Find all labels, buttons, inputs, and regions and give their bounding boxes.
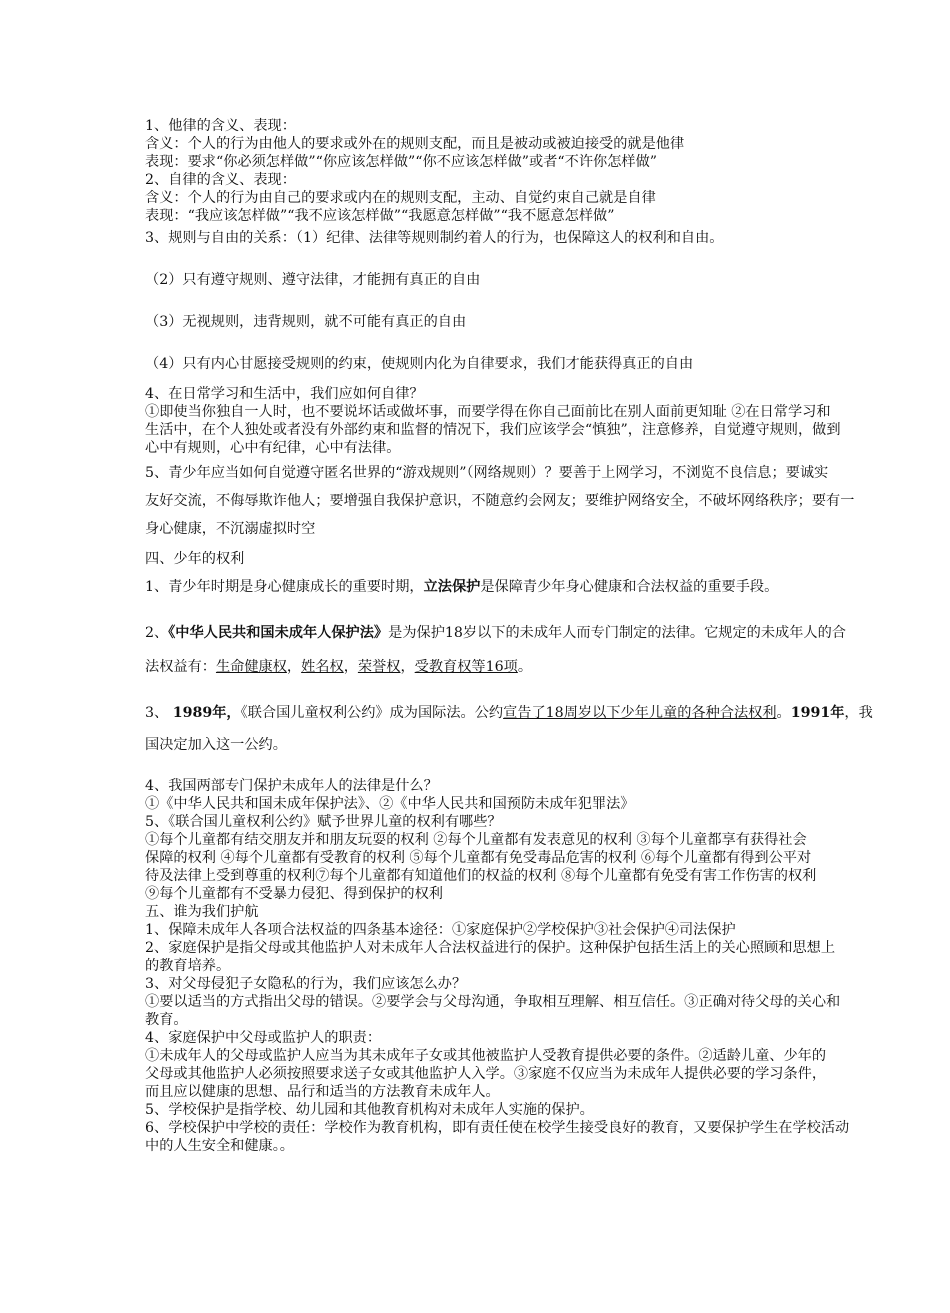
un-convention-line-1: 3、 1989年，《联合国儿童权利公约》成为国际法。公约宣告了18周岁以下少年儿童的各种合法权利。1991年，我 [145,705,873,721]
minor-protection-law-title: 《中华人民共和国未成年人保护法》 [168,625,389,641]
rules-freedom-p3: （3）无视规则，违背规则，就不可能有真正的自由 [145,314,467,330]
self-discipline-line-3: 心中有规则，心中有纪律，心中有法律。 [145,440,401,456]
self-discipline-line-2: 生活中，在个人独处或者没有外部约束和监督的情况下，我们应该学会“慎独”，注意修养，自觉遵守规则，做到 [145,422,841,438]
answer-privacy-1: ①要以适当的方式指出父母的错误。②要学会与父母沟通，争取相互理解、相互信任。③正确对待父母的关心和 [145,994,841,1010]
self-discipline-line-1: ①即使当你独自一人时，也不要说坏话或做坏事，而要学得在你自己面前比在别人面前更知耻 ②在日常学习和 [145,404,831,420]
document-body [145,117,947,1155]
answer-parent-duties-3: 而且应以健康的思想、品行和适当的方法教育未成年人。 [145,1084,500,1100]
rules-freedom-p2: （2）只有遵守规则、遵守法律，才能拥有真正的自由 [145,272,481,288]
autonomy-expression: 表现：“我应该怎样做”“我不应该怎样做”“我愿意怎样做”“我不愿意怎样做” [145,208,615,224]
school-responsibility-line-1: 6、学校保护中学校的责任：学校作为教育机构，即有责任使在校学生接受良好的教育，又要保护学生在学校活动 [145,1120,850,1136]
network-rules-line-2: 友好交流，不侮辱欺诈他人；要增强自我保护意识，不随意约会网友；要维护网络安全，不破坏网络秩序；要有一 [145,493,855,509]
answer-two-laws: ①《中华人民共和国未成年保护法》、②《中华人民共和国预防未成年犯罪法》 [145,796,635,812]
heading-heteronomy: 1、他律的含义、表现： [145,118,296,134]
question-two-laws: 4、我国两部专门保护未成年人的法律是什么？ [145,778,438,794]
rules-freedom-p1: 3、规则与自由的关系：（1）纪律、法律等规则制约着人的行为，也保障这人的权利和自由。 [145,230,724,246]
heading-self-discipline: 4、在日常学习和生活中，我们应如何自律？ [145,386,424,402]
school-protection-definition: 5、学校保护是指学校、幼儿园和其他教育机构对未成年人实施的保护。 [145,1102,594,1118]
question-convention-rights: 5、《联合国儿童权利公约》赋予世界儿童的权利有哪些？ [145,814,502,830]
family-protection-line-1: 2、家庭保护是指父母或其他监护人对未成年人合法权益进行的保护。这种保护包括生活上的关心照顾和思想上 [145,940,836,956]
question-parent-duties: 4、家庭保护中父母或监护人的职责： [145,1030,382,1046]
network-rules-line-3: 身心健康，不沉溺虚拟时空 [145,521,316,537]
school-responsibility-line-2: 中的人生安全和健康。。 [145,1138,294,1154]
minor-protection-law-line-2: 法权益有：生命健康权，姓名权，荣誉权，受教育权等16项。 [145,659,533,675]
answer-parent-duties-1: ①未成年人的父母或监护人应当为其未成年子女或其他被监护人受教育提供必要的条件。②适龄儿童、少年的 [145,1048,827,1064]
answer-convention-rights-1: ①每个儿童都有结交朋友并和朋友玩耍的权利 ②每个儿童都有发表意见的权利 ③每个儿童都享有获得社会 [145,832,807,848]
four-protection-paths: 1、保障未成年人各项合法权益的四条基本途径：①家庭保护②学校保护③社会保护④司法保护 [145,922,736,938]
answer-convention-rights-4: ⑨每个儿童都有不受暴力侵犯、得到保护的权利 [145,886,443,902]
heading-autonomy: 2、自律的含义、表现： [145,172,296,188]
section-five-title: 五、谁为我们护航 [145,904,259,920]
un-convention-line-2: 国决定加入这一公约。 [145,737,287,753]
legislation-protection-paragraph: 1、青少年时期是身心健康成长的重要时期，立法保护是保障青少年身心健康和合法权益的重要手段。 [145,579,779,595]
section-four-title: 四、少年的权利 [145,551,245,567]
heteronomy-expression: 表现：要求“你必须怎样做”“你应该怎样做”“你不应该怎样做”或者“不许你怎样做” [145,154,658,170]
answer-convention-rights-3: 待及法律上受到尊重的权利⑦每个儿童都有知道他们的权益的权利 ⑧每个儿童都有免受有害工作伤害的权利 [145,868,817,884]
legislation-protection-term: 立法保护 [423,579,481,595]
heteronomy-meaning: 含义：个人的行为由他人的要求或外在的规则支配，而且是被动或被迫接受的就是他律 [145,136,685,152]
rules-freedom-p4: （4）只有内心甘愿接受规则的约束，使规则内化为自律要求，我们才能获得真正的自由 [145,356,694,372]
answer-parent-duties-2: 父母或其他监护人必须按照要求送子女或其他监护人入学。③家庭不仅应当为未成年人提供必要的学习条件， [145,1066,827,1082]
question-privacy: 3、对父母侵犯子女隐私的行为，我们应该怎么办？ [145,976,467,992]
family-protection-line-2: 的教育培养。 [145,958,231,974]
answer-privacy-2: 教育。 [145,1012,188,1028]
autonomy-meaning: 含义：个人的行为由自己的要求或内在的规则支配，主动、自觉约束自己就是自律 [145,190,656,206]
minor-protection-law-line-1: 2、《中华人民共和国未成年人保护法》是为保护18岁以下的未成年人而专门制定的法律。它规定的未成年人的合 [145,625,846,641]
answer-convention-rights-2: 保障的权利 ④每个儿童都有受教育的权利 ⑤每个儿童都有免受毒品危害的权利 ⑥每个儿童都有得到公平对 [145,850,812,866]
network-rules-line-1: 5、青少年应当如何自觉遵守匿名世界的“游戏规则”（网络规则）？要善于上网学习，不浏览不良信息；要诚实 [145,465,829,481]
